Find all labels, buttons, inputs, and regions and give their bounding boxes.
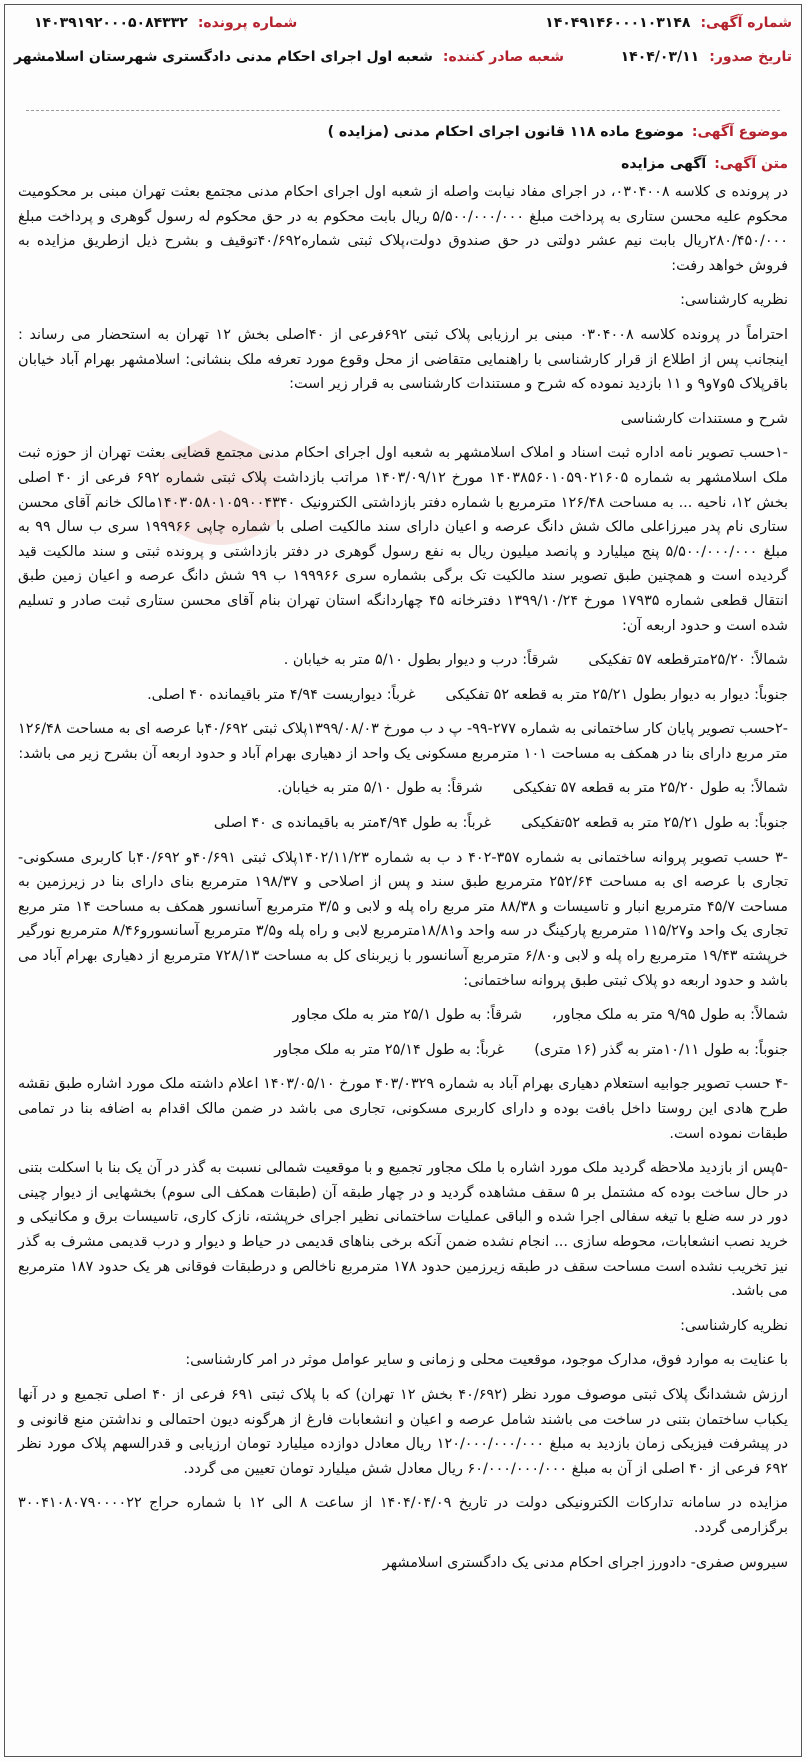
text-row: متن آگهی: آگهی مزایده xyxy=(621,156,788,172)
bounds-3-row1: شمالاً: به طول ۹/۹۵ متر به ملک مجاور، شرقاً: به طول ۲۵/۱ متر به ملک مجاور xyxy=(292,1007,788,1024)
item-5: -۵پس از بازدید ملاحظه گردید ملک مورد اشاره با ملک مجاور تجمیع و با موقعیت شمالی نسبت به گذر در آن یک بنا با اسکلت بتنی در حال ساخت بوده که مشتمل بر ۵ سقف مشاهده گردید و در چهار طبقه آن (طبقات همکف الی سوم) بخشهایی از دیوار چینی دور در سه ضلع با تیغه سفالی اجرا شده و الباقی عملیات ساختمانی نظیر اجرای خرپشته، نازک کاری، تاسیسات برق و مکانیکی و خرید نصب انشعابات، محوطه سازی ... انجام نشده ضمن آنکه برخی بناهای قدیمی در حیاط و دیوار و درب قدیمی مشرف به گذر نیز تخریب نشده است مساحت سقف در طبقه زیرزمین حدود ۱۷۸ مترمربع ناخالص و درطبقات فوقانی هر یک حدود ۱۸۷ مترمربع می باشد. xyxy=(18,1160,788,1300)
subject-block xyxy=(18,124,788,188)
opinion-heading: نظریه کارشناسی: xyxy=(680,1317,788,1334)
auction-paragraph: مزایده در سامانه تدارکات الکترونیکی دولت در تاریخ ۱۴۰۴/۰۴/۰۹ از ساعت ۸ الی ۱۲ با شماره حراج ۳۰۰۴۱۰۸۰۷۹۰۰۰۰۲۲ برگزارمی گردد. xyxy=(18,1495,789,1536)
item-1: -۱حسب تصویر نامه اداره ثبت اسناد و املاک اسلامشهر به شعبه اول اجرای احکام مدنی مجتمع قضایی بعثت تهران از حوزه ثبت ملک اسلامشهر به شماره ۱۴۰۳۸۵۶۰۱۰۵۹۰۲۱۶۰۵ مورخ ۱۴۰۳/۰۹/۱۲ مراتب بازداشت پلاک ثبتی شماره ۶۹۲ فرعی از ۴۰ اصلی بخش ۱۲، ناحیه ... به مساحت ۱۲۶/۴۸ مترمربع با شماره دفتر بازداشتی الکترونیک ۱۴۰۳۰۵۸۰۱۰۵۹۰۰۴۳۴۰مالک خانم آقای محسن ستاری نام پدر میرزاعلی مالک شش دانگ عرصه و اعیان دارای سند مالکیت اصلی با شماره چاپی ۱۹۹۹۶۶ سری ب سال ۹۹ به مبلغ ۵/۵۰۰/۰۰۰/۰۰۰ پنج میلیارد و پانصد میلیون ریال به نفع رسول گوهری در دفتر بازداشتی و پرونده ثبتی و سند مالکیت قید گردیده است و همچنین طبق تصویر سند مالکیت تک برگی بشماره سری ۱۹۹۹۶۶ ب ۹۹ شش دانگ عرصه و اعیان زمین طبق انتقال قطعی شماره ۱۷۹۳۵ مورخ ۱۳۹۹/۱۰/۲۴ دفترخانه ۴۵ چهاردانگه استان تهران بنام آقای محسن ستاری ثبت صادر و تسلیم شده است و حدود اربعه آن: xyxy=(18,445,789,634)
file-number: شماره پرونده: ۱۴۰۳۹۱۹۲۰۰۰۵۰۸۴۳۳۲ xyxy=(34,15,298,31)
subject-row: موضوع آگهی: موضوع ماده ۱۱۸ قانون اجرای احکام مدنی (مزایده ) xyxy=(327,124,788,140)
bounds-1-row1: شمالاً: ۲۵/۲۰مترقطعه ۵۷ تفکیکی شرقاً: درب و دیوار بطول ۵/۱۰ متر به خیابان . xyxy=(283,652,788,669)
issuing-branch: شعبه صادر کننده: شعبه اول اجرای احکام مدنی دادگستری شهرستان اسلامشهر xyxy=(14,49,565,65)
item-4: -۴ حسب تصویر جوابیه استعلام دهیاری بهرام آباد به شماره ۴۰۳/۰۳۲۹ مورخ ۱۴۰۳/۰۵/۱۰ اعلام داشته ملک مورد اشاره طبق نقشه طرح هادی این روستا داخل بافت بوده و دارای کاربری مسکونی، تجاری می باشد در ضمن مالک اقدام به اضافه بنا در تمامی طبقات نموده است. xyxy=(18,1076,789,1142)
opinion-intro: با عنایت به موارد فوق، مدارک موجود، موقعیت محلی و زمانی و سایر عوامل موثر در امر کارشناسی: xyxy=(185,1352,788,1369)
valuation-paragraph: ارزش ششدانگ پلاک ثبتی موصوف مورد نظر (۴۰/۶۹۲ بخش ۱۲ تهران) که با پلاک ثبتی ۶۹۱ فرعی از ۴۰ اصلی تجمیع و در آنها یکباب ساختمان بتنی در ساخت می باشند شامل عرصه و اعیان و انشعابات فارغ از هرگونه دیون احتمالی و نداشتن منع قانونی و در پیشرفت فیزیکی زمان بازدید به مبلغ ۱۲۰/۰۰۰/۰۰۰/۰۰۰ ریال معادل دوازده میلیارد تومان ارزیابی و قدرالسهم پلاک مورد نظر ۶۹۲ فرعی از ۴۰ اصلی از آن به مبلغ ۶۰/۰۰۰/۰۰۰/۰۰۰ ریال معادل شش میلیارد تومان تعیین می گردد. xyxy=(18,1386,788,1477)
bounds-1-row2: جنوباً: دیوار به دیوار بطول ۲۵/۲۱ متر به قطعه ۵۲ تفکیکی غرباً: دیواریست ۴/۹۴ متر باقیمانده ۴۰ اصلی. xyxy=(147,686,788,703)
ad-body xyxy=(18,180,788,1585)
bounds-2-row1: شمالاً: به طول ۲۵/۲۰ متر به قطعه ۵۷ تفکیکی شرقاً: به طول ۵/۱۰ متر به خیابان. xyxy=(277,780,788,797)
documents-heading: شرح و مستندات کارشناسی xyxy=(620,410,788,427)
header xyxy=(14,14,792,110)
signature: سیروس صفری- دادورز اجرای احکام مدنی یک دادگستری اسلامشهر xyxy=(382,1554,788,1571)
bounds-2-row2: جنوباً: به طول ۲۵/۲۱ متر به قطعه ۵۲تفکیکی غرباً: به طول ۴/۹۴متر به باقیمانده ی ۴۰ اصلی xyxy=(213,815,788,832)
header-divider xyxy=(26,110,780,111)
expert-opinion-heading: نظریه کارشناسی: xyxy=(680,292,788,309)
bounds-3-row2: جنوباً: به طول ۱۰/۱۱متر به گذر (۱۶ متری) غرباً: به طول ۲۵/۱۴ متر به ملک مجاور xyxy=(274,1041,788,1058)
intro-paragraph: در پرونده ی کلاسه ۰۳۰۴۰۰۸، در اجرای مفاد نیابت واصله از شعبه اول اجرای احکام مدنی مجتمع بعثت تهران مبنی بر محکومیت محکوم علیه محسن ستاری به پرداخت مبلغ ۵/۵۰۰/۰۰۰/۰۰۰ ریال بابت محکوم به در حق محکوم له رسول گوهری و پرداخت مبلغ ۲۸۰/۴۵۰/۰۰۰ریال بابت نیم عشر دولتی در حق صندوق دولت،پلاک ثبتی شماره۴۰/۶۹۲توقیف و بشرح ذیل ازطریق مزایده به فروش خواهد رفت: xyxy=(18,184,789,274)
item-2: -۲حسب تصویر پایان کار ساختمانی به شماره ۲۷۷-۹۹- پ د ب مورخ ۱۳۹۹/۰۸/۰۳پلاک ثبتی ۴۰/۶۹۲با عرصه ای به مساحت ۱۲۶/۴۸ متر مربع دارای بنا در همکف به مساحت ۱۰۱ مترمربع مسکونی یک واحد از دهیاری بهرام آباد و حدود اربعه آن بشرح زیر می باشد: xyxy=(18,721,788,762)
expert-paragraph: احتراماً در پرونده کلاسه ۰۳۰۴۰۰۸ مبنی بر ارزیابی پلاک ثبتی ۶۹۲فرعی از ۴۰اصلی بخش ۱۲ تهران به استحضار می رساند : اینجانب پس از اطلاع از قرار کارشناسی با راهنمایی متقاضی از محل وقوع مورد تعرفه ملک بنشانی: اسلامشهر بهرام آباد خیابان باقرپلاک ۵و۷و۹ و ۱۱ بازدید نموده که شرح و مستندات کارشناسی به قرار زیر است: xyxy=(18,326,788,393)
item-3: -۳ حسب تصویر پروانه ساختمانی به شماره ۳۵۷-۴۰۲ د ب به شماره ۱۴۰۲/۱۱/۲۳پلاک ثبتی ۴۰/۶۹۱و ۴۰/۶۹۲با کاربری مسکونی- تجاری با عرصه ای به مساحت ۲۵۲/۶۴ مترمربع طبق سند و پس از اصلاحی و ۱۹۸/۳۷ مترمربع بنای دارای بنا در زیرزمین به مساحت ۴۵/۷ مترمربع انبار و تاسیسات و ۸۸/۳۸ متر مربع راه پله و لابی و ۳/۵ مترمربع آسانسور همکف به مساحت ۱۴ متر مربع تجاری یک واحد و۱۱۵/۲۷ مترمربع پارکینگ در سه واحد و۱۸/۸۱مترمربع لابی و راه پله و۳/۵ مترمربع آسانسورو۸/۴۶ مترمربع نورگیر خرپشته ۱۹/۴۳ مترمربع راه پله و لابی و۶/۸۰ مترمربع آسانسور با زیربنای کل به مساحت ۷۲۸/۱۳ مترمربع از دهیاری بهرام آباد می باشد و حدود اربعه دو پلاک ثبتی طبق پروانه ساختمانی: xyxy=(18,849,789,989)
issue-date: تاریخ صدور: ۱۴۰۴/۰۳/۱۱ xyxy=(620,49,792,65)
ad-number: شماره آگهی: ۱۴۰۴۹۱۴۶۰۰۰۱۰۳۱۴۸ xyxy=(545,15,792,31)
